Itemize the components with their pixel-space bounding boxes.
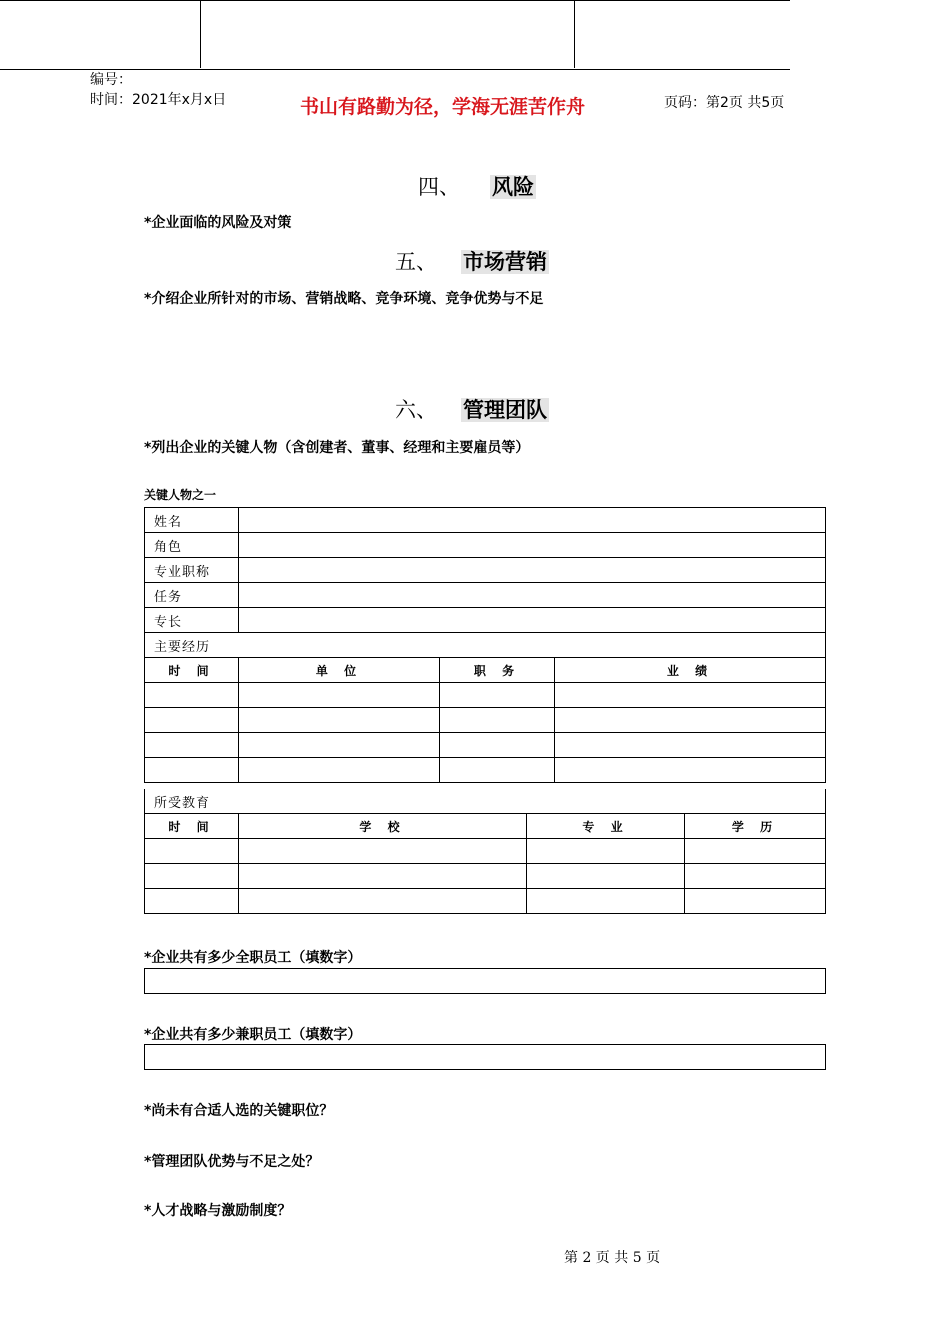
table-cell[interactable] [239,864,527,889]
section-number: 四、 [418,175,460,199]
section-title: 管理团队 [463,398,547,422]
experience-label: 主要经历 [145,633,826,658]
table-row [145,683,826,708]
key-person-table [144,507,826,783]
table-cell[interactable] [527,839,685,864]
table-cell[interactable] [145,758,239,783]
table-cell[interactable] [239,889,527,914]
table-cell[interactable] [239,683,440,708]
table-cell[interactable] [145,889,239,914]
marketing-note: *介绍企业所针对的市场、营销战略、竞争环境、竞争优势与不足 [144,291,544,307]
table-row [145,708,826,733]
team-strength-question: *管理团队优势与不足之处？ [144,1154,320,1170]
field-label-task: 任务 [145,583,239,608]
education-header-time: 时 间 [145,814,239,839]
table-cell[interactable] [239,758,440,783]
experience-header-time: 时 间 [145,658,239,683]
page-footer: 第 2 页 共 5 页 [564,1250,661,1266]
table-cell[interactable] [145,708,239,733]
table-cell[interactable] [685,864,826,889]
section-heading-team [395,394,549,424]
table-cell[interactable] [145,683,239,708]
table-cell[interactable] [527,864,685,889]
field-input-title[interactable] [239,558,826,583]
table-cell[interactable] [145,864,239,889]
field-label-specialty: 专长 [145,608,239,633]
vacant-question: *尚未有合适人选的关键职位？ [144,1103,334,1119]
table-cell[interactable] [555,708,826,733]
section-title: 风险 [492,175,534,199]
education-label: 所受教育 [145,789,826,814]
education-header-school: 学 校 [239,814,527,839]
table-cell[interactable] [239,708,440,733]
field-input-role[interactable] [239,533,826,558]
education-header-major: 专 业 [527,814,685,839]
experience-header-achievement: 业 绩 [555,658,826,683]
table-cell[interactable] [440,733,555,758]
table-row [145,889,826,914]
table-cell[interactable] [145,839,239,864]
field-input-specialty[interactable] [239,608,826,633]
team-note: *列出企业的关键人物（含创建者、董事、经理和主要雇员等） [144,440,530,456]
table-cell[interactable] [239,839,527,864]
header-motto: 书山有路勤为径，学海无涯苦作舟 [300,96,586,118]
table-cell[interactable] [440,708,555,733]
experience-header-unit: 单 位 [239,658,440,683]
page-header [0,0,790,70]
table-cell[interactable] [239,733,440,758]
section-title: 市场营销 [463,250,547,274]
table-row [145,758,826,783]
fulltime-question: *企业共有多少全职员工（填数字） [144,950,362,966]
table-cell[interactable] [685,839,826,864]
table-cell[interactable] [440,758,555,783]
table-cell[interactable] [440,683,555,708]
section-heading-marketing [395,246,549,276]
parttime-input[interactable] [144,1044,826,1070]
risk-note: *企业面临的风险及对策 [144,215,292,231]
section-heading-risk [418,171,536,201]
education-header-degree: 学 历 [685,814,826,839]
field-label-name: 姓名 [145,508,239,533]
section-number: 五、 [395,250,437,274]
field-label-role: 角色 [145,533,239,558]
field-input-name[interactable] [239,508,826,533]
field-label-title: 专业职称 [145,558,239,583]
header-divider [200,0,201,68]
education-table [144,789,826,914]
table-cell[interactable] [145,733,239,758]
header-divider [574,0,575,68]
time-label: 时间：2021年x月x日 [90,92,227,108]
table-row [145,839,826,864]
experience-header-position: 职 务 [440,658,555,683]
table-cell[interactable] [555,758,826,783]
section-number: 六、 [395,398,437,422]
table-cell[interactable] [685,889,826,914]
table-cell[interactable] [555,683,826,708]
fulltime-input[interactable] [144,968,826,994]
table-row [145,733,826,758]
page-label: 页码：第2页 共5页 [664,95,785,111]
talent-question: *人才战略与激励制度？ [144,1203,292,1219]
table-row [145,864,826,889]
table-cell[interactable] [555,733,826,758]
parttime-question: *企业共有多少兼职员工（填数字） [144,1027,362,1043]
field-input-task[interactable] [239,583,826,608]
key-person-caption: 关键人物之一 [144,488,217,502]
table-cell[interactable] [527,889,685,914]
serial-label: 编号： [90,72,132,88]
